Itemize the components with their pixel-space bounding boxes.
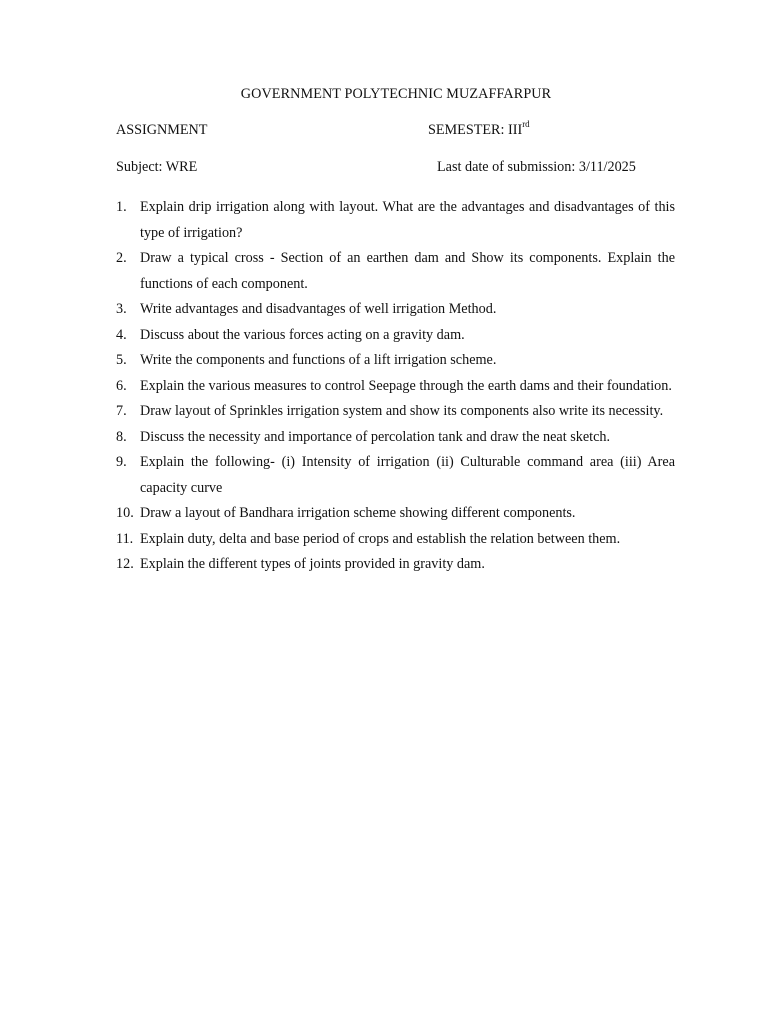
question-number: 6. <box>116 377 127 394</box>
question-number: 5. <box>116 352 127 368</box>
question-number: 12. <box>116 556 134 572</box>
question-text: Explain the different types of joints provided in gravity dam. <box>140 556 485 572</box>
question-number: 9. <box>116 454 127 470</box>
question-item <box>116 323 675 349</box>
question-text: Explain drip irrigation along with layout. What are the advantages and disadvantages of this type of irrigation? <box>140 199 675 241</box>
question-text: Draw layout of Sprinkles irrigation system and show its components also write its necessity. <box>140 403 664 419</box>
question-number: 7. <box>116 403 127 419</box>
question-number: 4. <box>116 326 127 343</box>
semester-text: SEMESTER: III <box>428 122 523 138</box>
question-item <box>116 348 675 374</box>
assignment-row <box>116 119 676 142</box>
question-item <box>116 450 675 501</box>
question-item <box>116 425 675 451</box>
question-number: 10. <box>116 505 134 521</box>
question-item <box>116 374 675 400</box>
question-text: Draw a layout of Bandhara irrigation scheme showing different components. <box>140 505 576 521</box>
question-item <box>116 501 675 527</box>
question-number: 8. <box>116 428 127 445</box>
subject-row <box>116 159 676 179</box>
question-item <box>116 399 675 425</box>
question-item <box>116 552 675 578</box>
question-number: 1. <box>116 199 127 215</box>
question-number: 3. <box>116 301 127 317</box>
question-number: 11. <box>116 530 134 547</box>
question-item <box>116 527 675 553</box>
question-text: Write advantages and disadvantages of well irrigation Method. <box>140 301 497 317</box>
question-item <box>116 195 675 246</box>
question-list <box>116 195 675 578</box>
semester-ordinal: rd <box>522 119 530 129</box>
question-text: Explain the following- (i) Intensity of irrigation (ii) Culturable command area (iii) Area capacity curve <box>140 454 675 496</box>
question-text: Explain duty, delta and base period of crops and establish the relation between them. <box>140 530 621 547</box>
question-text: Discuss the necessity and importance of percolation tank and draw the neat sketch. <box>140 428 611 445</box>
question-text: Discuss about the various forces acting on a gravity dam. <box>140 326 465 343</box>
semester-label <box>428 119 530 139</box>
question-text: Write the components and functions of a lift irrigation scheme. <box>140 352 497 368</box>
institute-title: GOVERNMENT POLYTECHNIC MUZAFFARPUR <box>240 86 552 102</box>
question-number: 2. <box>116 250 127 266</box>
question-text: Draw a typical cross - Section of an earthen dam and Show its components. Explain the functions of each component. <box>140 250 675 292</box>
question-item <box>116 297 675 323</box>
assignment-label: ASSIGNMENT <box>116 122 208 138</box>
submission-date: Last date of submission: 3/11/2025 <box>437 159 636 175</box>
question-item <box>116 246 675 297</box>
subject-label: Subject: WRE <box>116 159 198 175</box>
question-text: Explain the various measures to control Seepage through the earth dams and their foundation. <box>140 377 672 394</box>
